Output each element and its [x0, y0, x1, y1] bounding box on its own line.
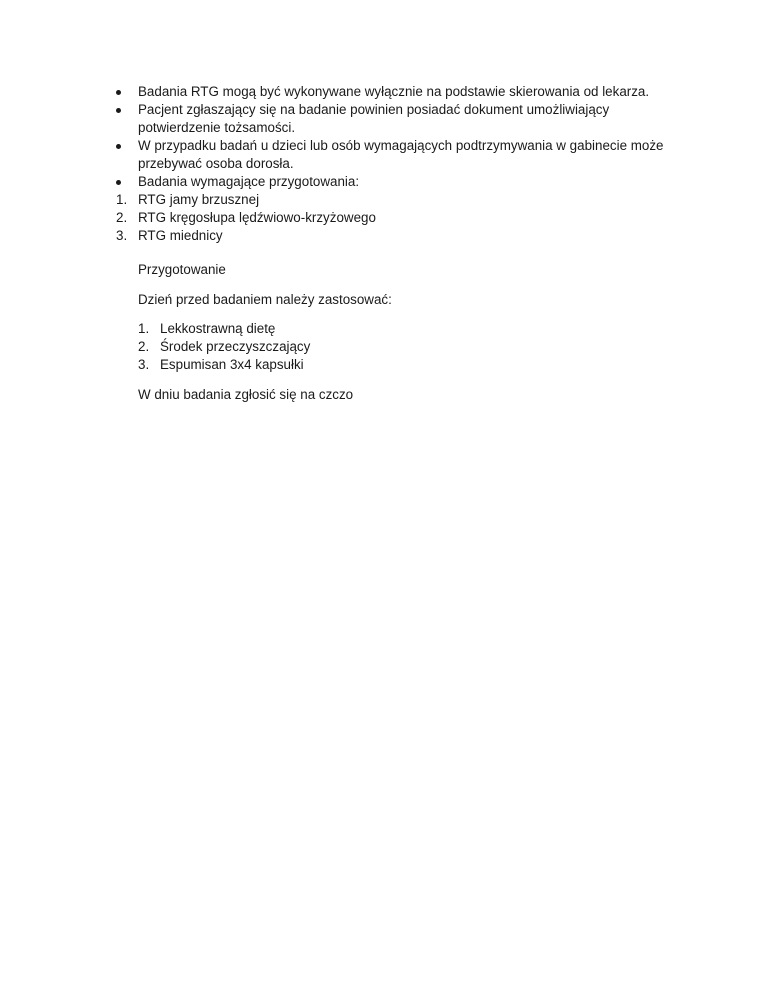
bullet-icon [116, 90, 121, 95]
exam-item [116, 191, 676, 209]
preparation-label: Środek przeczyszczający [160, 339, 311, 354]
day-before-text: Dzień przed badaniem należy zastosować: [138, 292, 392, 307]
exam-list [116, 191, 676, 245]
exam-day-text: W dniu badania zgłosić się na czczo [138, 387, 354, 402]
preparation-item [138, 338, 310, 356]
bullet-item [116, 173, 676, 245]
list-number: 1. [116, 192, 128, 207]
preparation-label: Lekkostrawną dietę [160, 321, 276, 336]
exam-label: RTG jamy brzusznej [138, 192, 260, 207]
bullet-text: Badania wymagające przygotowania: [138, 174, 360, 189]
preparation-heading: Przygotowanie [138, 262, 226, 277]
list-number: 1. [138, 321, 150, 336]
bullet-item [116, 101, 676, 137]
bullet-icon [116, 180, 121, 185]
preparation-list [138, 320, 310, 374]
list-number: 2. [116, 210, 128, 225]
bullet-text: Pacjent zgłaszający się na badanie powinien posiadać dokument umożliwiający potwierdzenie tożsamości. [138, 102, 610, 135]
bullet-item [116, 137, 676, 173]
preparation-item [138, 320, 310, 338]
list-number: 3. [116, 228, 128, 243]
exam-item [116, 209, 676, 227]
exam-label: RTG miednicy [138, 228, 223, 243]
bullet-icon [116, 108, 121, 113]
exam-item [116, 227, 676, 245]
exam-label: RTG kręgosłupa lędźwiowo-krzyżowego [138, 210, 376, 225]
preparation-item [138, 356, 310, 374]
preparation-label: Espumisan 3x4 kapsułki [160, 357, 304, 372]
bullet-item [116, 83, 676, 101]
bullet-text: Badania RTG mogą być wykonywane wyłącznie na podstawie skierowania od lekarza. [138, 84, 650, 99]
list-number: 3. [138, 357, 150, 372]
bullet-icon [116, 144, 121, 149]
bullet-text: W przypadku badań u dzieci lub osób wymagających podtrzymywania w gabinecie może przebywać osoba dorosła. [138, 138, 664, 171]
info-bullet-list [116, 83, 676, 245]
list-number: 2. [138, 339, 150, 354]
